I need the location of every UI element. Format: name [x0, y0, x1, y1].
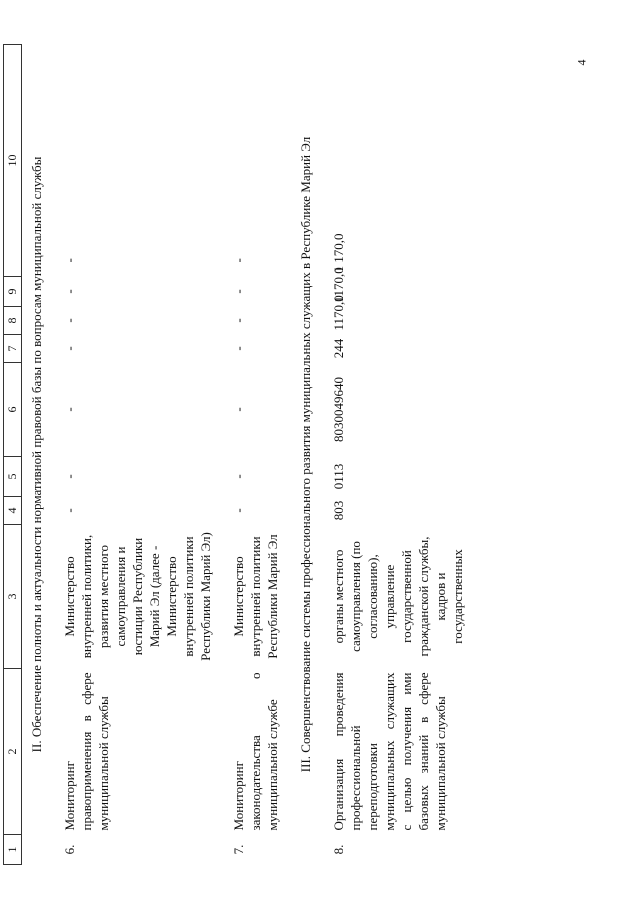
- header-cell: 3: [4, 525, 22, 669]
- event-name: Мониторинг правоприменения в сфере муниципальной службы: [62, 672, 111, 831]
- section-title: II. Обеспечение полноты и актуальности нормативной правовой базы по вопросам муниципальной службы: [29, 156, 44, 753]
- cell-year-2: -: [62, 289, 77, 294]
- executor: Министерство внутренней политики Республики Марий Эл: [231, 534, 280, 659]
- header-cell: 7: [4, 335, 22, 363]
- row-number: 8.: [331, 844, 346, 855]
- cell-year-1: -: [231, 318, 246, 323]
- cell-year-3: 1 170,0: [331, 233, 346, 273]
- header-cell: 2: [4, 669, 22, 835]
- table-row: [224, 45, 291, 865]
- header-cell: 4: [4, 497, 22, 525]
- header-cell: 10: [4, 45, 22, 277]
- table-row: [55, 45, 224, 865]
- cell-grbs: -: [231, 508, 246, 513]
- cell-grbs: 803: [331, 500, 346, 521]
- cell-csr: -: [231, 407, 246, 412]
- table-row: [324, 45, 476, 865]
- cell-rzpr: -: [62, 474, 77, 479]
- program-table: [3, 44, 476, 865]
- cell-rzpr: -: [231, 474, 246, 479]
- executor: Министерство внутренней политики, развития местного самоуправления и юстиции Республики Марий Эл (далее - Министерство внутренней политики Республики Марий Эл): [62, 532, 213, 661]
- cell-year-1: 1170,0: [331, 295, 346, 331]
- event-name: Организация проведения профессиональной переподготовки муниципальных служащих с целью получения ими базовых знаний в сфере муниципальной службы: [331, 672, 448, 831]
- cell-year-2: -: [231, 289, 246, 294]
- cell-vr: -: [62, 346, 77, 351]
- row-number: 6.: [62, 844, 77, 855]
- cell-year-1: -: [62, 318, 77, 323]
- cell-rzpr: 0113: [331, 463, 346, 490]
- header-cell: 8: [4, 307, 22, 335]
- cell-csr: -: [62, 407, 77, 412]
- cell-vr: 244: [331, 338, 346, 359]
- cell-grbs: -: [62, 508, 77, 513]
- rotated-page: [3, 45, 588, 865]
- header-cell: 5: [4, 457, 22, 497]
- header-cell: 1: [4, 835, 22, 865]
- header-row: [4, 45, 22, 865]
- cell-vr: -: [231, 346, 246, 351]
- cell-year-3: -: [231, 258, 246, 263]
- cell-year-3: -: [62, 258, 77, 263]
- section-row: [291, 45, 324, 865]
- cell-year-2: 1170,0: [331, 267, 346, 303]
- event-name: Мониторинг законодательства о муниципальной службе: [231, 672, 280, 831]
- executor: органы местного самоуправления (по согласованию), управление государственной гражданской службы, кадров и государственных: [331, 536, 465, 657]
- section-row: [22, 45, 56, 865]
- page-number: 4: [574, 59, 589, 66]
- cell-csr: 8030049640: [331, 377, 346, 442]
- row-number: 7.: [231, 844, 246, 855]
- section-title: III. Совершенствование системы профессионального развития муниципальных служащих в Республике Марий Эл: [298, 136, 313, 773]
- header-cell: 9: [4, 277, 22, 307]
- header-cell: 6: [4, 363, 22, 457]
